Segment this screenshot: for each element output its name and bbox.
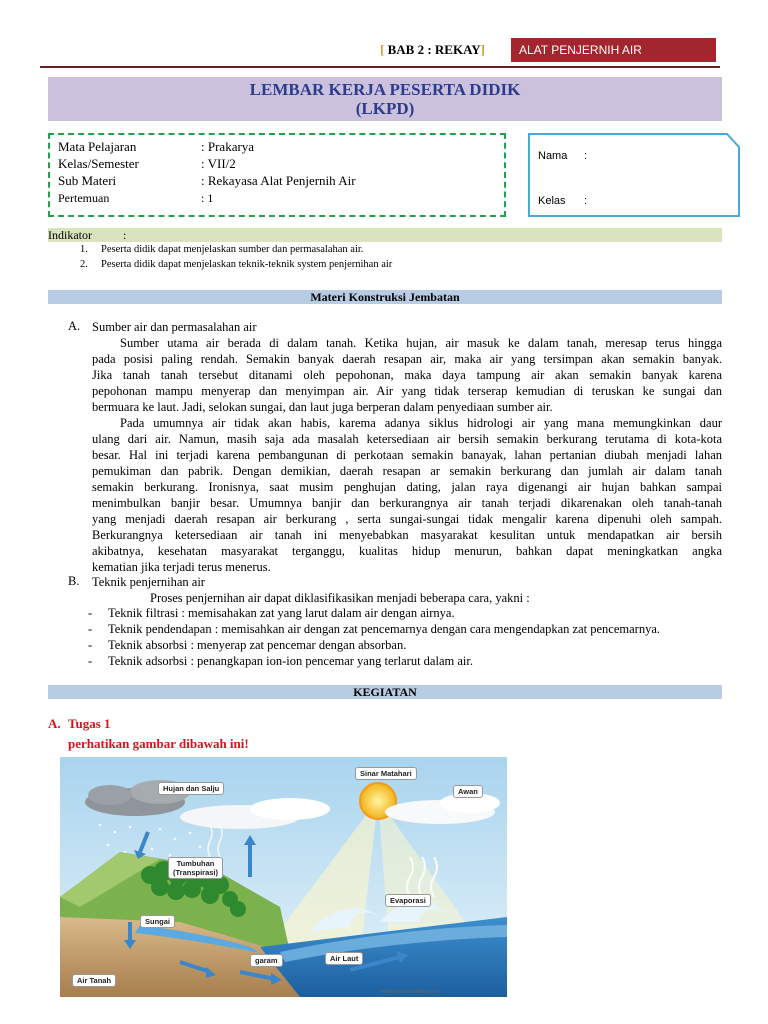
identity-value: : Rekayasa Alat Penjernih Air [201, 173, 356, 188]
bracket-close: ] [480, 42, 486, 57]
name-label: Nama [538, 150, 568, 162]
list-item: Teknik absorbsi : menyerap zat pencemar dengan absorban. [108, 638, 407, 652]
paragraph-line: kematian jika terjadi terus menerus. [92, 560, 271, 574]
list-item: Teknik adsorbsi : penangkapan ion-ion pencemar yang terlarut dalam air. [108, 654, 473, 668]
page-title [48, 77, 722, 121]
identity-value: : 1 [201, 191, 214, 205]
paragraph-line: Pada umumnya air tidak akan habis, karema adanya siklus hidrologi air yang mana memungkinkan daur [120, 416, 722, 430]
identity-label: Mata Pelajaran [58, 139, 137, 154]
identity-label: Pertemuan [58, 191, 110, 205]
chapter-tag: ALAT PENJERNIH AIR [511, 38, 716, 62]
paragraph-line: pada posisi paling rendah. Semakin banyak daerah resapan air, maka air yang tersimpan akan semakin banyak. [92, 352, 722, 366]
kegiatan-heading: KEGIATAN [48, 685, 722, 699]
name-colon: : [584, 150, 588, 162]
header-divider [40, 66, 720, 68]
list-item: Teknik pendendapan : memisahkan air dengan zat pencemarnya dengan cara mengendapkan zat pencemarnya. [108, 622, 660, 636]
label-sungai: Sungai [140, 915, 175, 928]
paragraph-line: besar. Hal ini terjadi karena pembangunan di perkotaan semakin banayak, lahan pertanian diubah menjadi lahan [92, 448, 722, 462]
label-air-laut: Air Laut [325, 952, 363, 965]
label-evaporasi: Evaporasi [385, 894, 431, 907]
paragraph-line: pepohonan mampu menyerap dan menyimpan air. Air yang tidak terserap kemudian di teruskan ke sungai dan [92, 384, 722, 398]
materi-heading: Materi Konstruksi Jembatan [48, 290, 722, 304]
figure-credit: edited by riasardiblog.com [380, 989, 439, 995]
section-b-intro: Proses penjernihan air dapat diklasifikasikan menjadi beberapa cara, yakni : [150, 591, 530, 605]
list-bullet: - [88, 638, 93, 652]
class-colon: : [584, 195, 588, 207]
water-cycle-figure [60, 757, 507, 997]
label-tumbuhan: Tumbuhan (Transpirasi) [168, 857, 223, 879]
task-marker: A. [48, 716, 61, 731]
class-field[interactable] [538, 195, 588, 207]
label-hujan-salju: Hujan dan Salju [158, 782, 224, 795]
list-bullet: - [88, 606, 93, 620]
paragraph-line: bermuara ke laut. Jadi, selokan sungai, dan laut juga berperan dalam penyediaan sumber air. [92, 400, 553, 414]
section-a-marker: A. [68, 319, 81, 333]
indicator-text: Peserta didik dapat menjelaskan sumber dan permasalahan air. [101, 244, 364, 255]
title-line-1: LEMBAR KERJA PESERTA DIDIK [249, 80, 521, 99]
water-cycle-illustration [60, 757, 507, 997]
section-a-title: Sumber air dan permasalahan air [92, 320, 257, 334]
identity-value: : Prakarya [201, 139, 255, 154]
indicator-label: Indikator [48, 228, 92, 242]
identity-value: : VII/2 [201, 156, 236, 171]
indicator-text: Peserta didik dapat menjelaskan teknik-teknik system penjernihan air [101, 259, 393, 270]
task-label: Tugas 1 [68, 716, 111, 731]
chapter-header [380, 42, 485, 58]
title-line-2: (LKPD) [355, 99, 415, 118]
indicator-number: 2. [80, 259, 88, 270]
chapter-label: BAB 2 : REKAY [384, 42, 481, 57]
section-b-title: Teknik penjernihan air [92, 575, 205, 589]
label-sinar-matahari: Sinar Matahari [355, 767, 417, 780]
class-label: Kelas [538, 195, 566, 207]
identity-label: Sub Materi [58, 173, 117, 188]
indicator-number: 1. [80, 244, 88, 255]
identity-label: Kelas/Semester [58, 156, 139, 171]
paragraph-line: yang menjadi daerah resapan air berkurang , serta sungai-sungai tidak mengalir karena dipenuhi oleh sampah. [92, 512, 722, 526]
indicator-bar [48, 228, 722, 242]
student-info-box [528, 133, 740, 217]
paragraph-line: ulang dari air. Namun, masih saja ada masalah ketersediaan air bersih semakin berkurang terutama di kota-kota [92, 432, 722, 446]
label-awan: Awan [453, 785, 483, 798]
list-bullet: - [88, 622, 93, 636]
list-item: Teknik filtrasi : memisahakan zat yang larut dalam air dengan airnya. [108, 606, 455, 620]
task-instruction: perhatikan gambar dibawah ini! [68, 736, 249, 751]
bracket-open: [ [380, 42, 385, 57]
identity-box [48, 133, 506, 217]
paragraph-line: Jika tanah tanah tersebut ditanami oleh pepohonan, maka daya tampung air akan semakin banyak karena [92, 368, 722, 382]
list-bullet: - [88, 654, 93, 668]
paragraph-line: Berkurangnya ketersediaan air tanah ini menyebabkan masyarakat kesulitan untuk mendapatkan air bersih [92, 528, 722, 542]
paragraph-line: menimbulkan banjir besar. Umumnya banjir dan berkurangnya air tanah terjadi dikarenakan oleh tanah-tanah [92, 496, 722, 510]
paragraph-line: akibatnya, kesehatan masyarakat terganggu, kualitas hidup menurun, bahkan dapat meningkatkan angka [92, 544, 722, 558]
paragraph-line: pemukiman dan pabrik. Dengan demikian, daerah resapan ar semakin berkurang dan jumlah air dalam tanah [92, 464, 722, 478]
indicator-colon: : [123, 228, 127, 242]
paragraph-line: Sumber utama air berada di dalam tanah. Ketika hujan, air masuk ke dalam tanah, meresap terus hingga [120, 336, 722, 350]
section-b-marker: B. [68, 574, 80, 588]
paragraph-line: semakin berkurang. Ironisnya, saat musim penghujan dating, jalan raya digenangi air hujan bahkan sampai [92, 480, 722, 494]
label-air-tanah: Air Tanah [72, 974, 116, 987]
name-field[interactable] [538, 150, 588, 162]
label-garam: garam [250, 954, 283, 967]
